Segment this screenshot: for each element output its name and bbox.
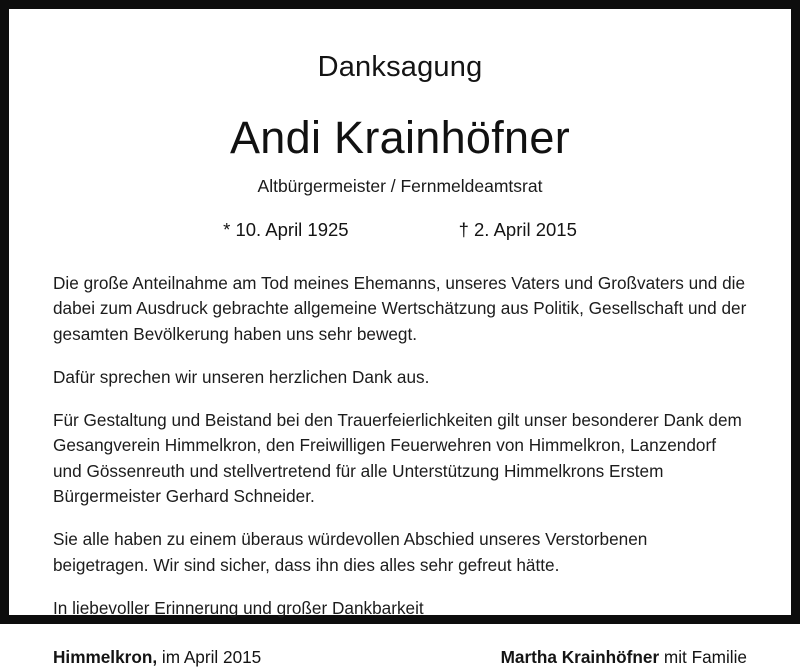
deceased-titles: Altbürgermeister / Fernmeldeamtsrat xyxy=(257,176,543,196)
page-title: Danksagung xyxy=(317,51,483,83)
signature-line xyxy=(53,647,747,668)
place-and-date xyxy=(53,647,261,668)
paragraph: Für Gestaltung und Beistand bei den Trauerfeierlichkeiten gilt unser besonderer Dank dem Gesangverein Himmelkron, den Freiwilligen Feuerwehren von Himmelkron, Lanzendorf und Gössenreuth und stellvertretend für alle Unterstützung Himmelkrons Erstem Bürgermeister Gerhard Schneider. xyxy=(53,410,742,506)
paragraph: Dafür sprechen wir unseren herzlichen Dank aus. xyxy=(53,366,430,387)
thank-you-body xyxy=(53,271,747,621)
signer-block xyxy=(501,647,747,668)
signer-name: Martha Krainhöfner xyxy=(500,647,660,668)
paragraph: Die große Anteilnahme am Tod meines Ehemanns, unseres Vaters und Großvaters und die dabei zum Ausdruck gebrachte allgemeine Wertschätzung aus Politik, Gesellschaft und der gesamten Bevölkerung haben uns sehr bewegt. xyxy=(53,273,747,344)
place-name: Himmelkron, xyxy=(53,647,158,668)
life-dates xyxy=(53,219,747,241)
obituary-content xyxy=(53,51,747,668)
death-date: † 2. April 2015 xyxy=(458,219,577,240)
deceased-name: Andi Krainhöfner xyxy=(229,112,570,163)
paragraph: Sie alle haben zu einem überaus würdevollen Abschied unseres Verstorbenen beigetragen. Wir sind sicher, dass ihn dies alles sehr gefreut hätte. xyxy=(53,529,648,575)
notice-date: im April 2015 xyxy=(157,647,262,668)
paragraph: In liebevoller Erinnerung und großer Dankbarkeit xyxy=(53,597,424,618)
signer-suffix: mit Familie xyxy=(659,647,747,668)
birth-date: * 10. April 1925 xyxy=(223,219,349,240)
